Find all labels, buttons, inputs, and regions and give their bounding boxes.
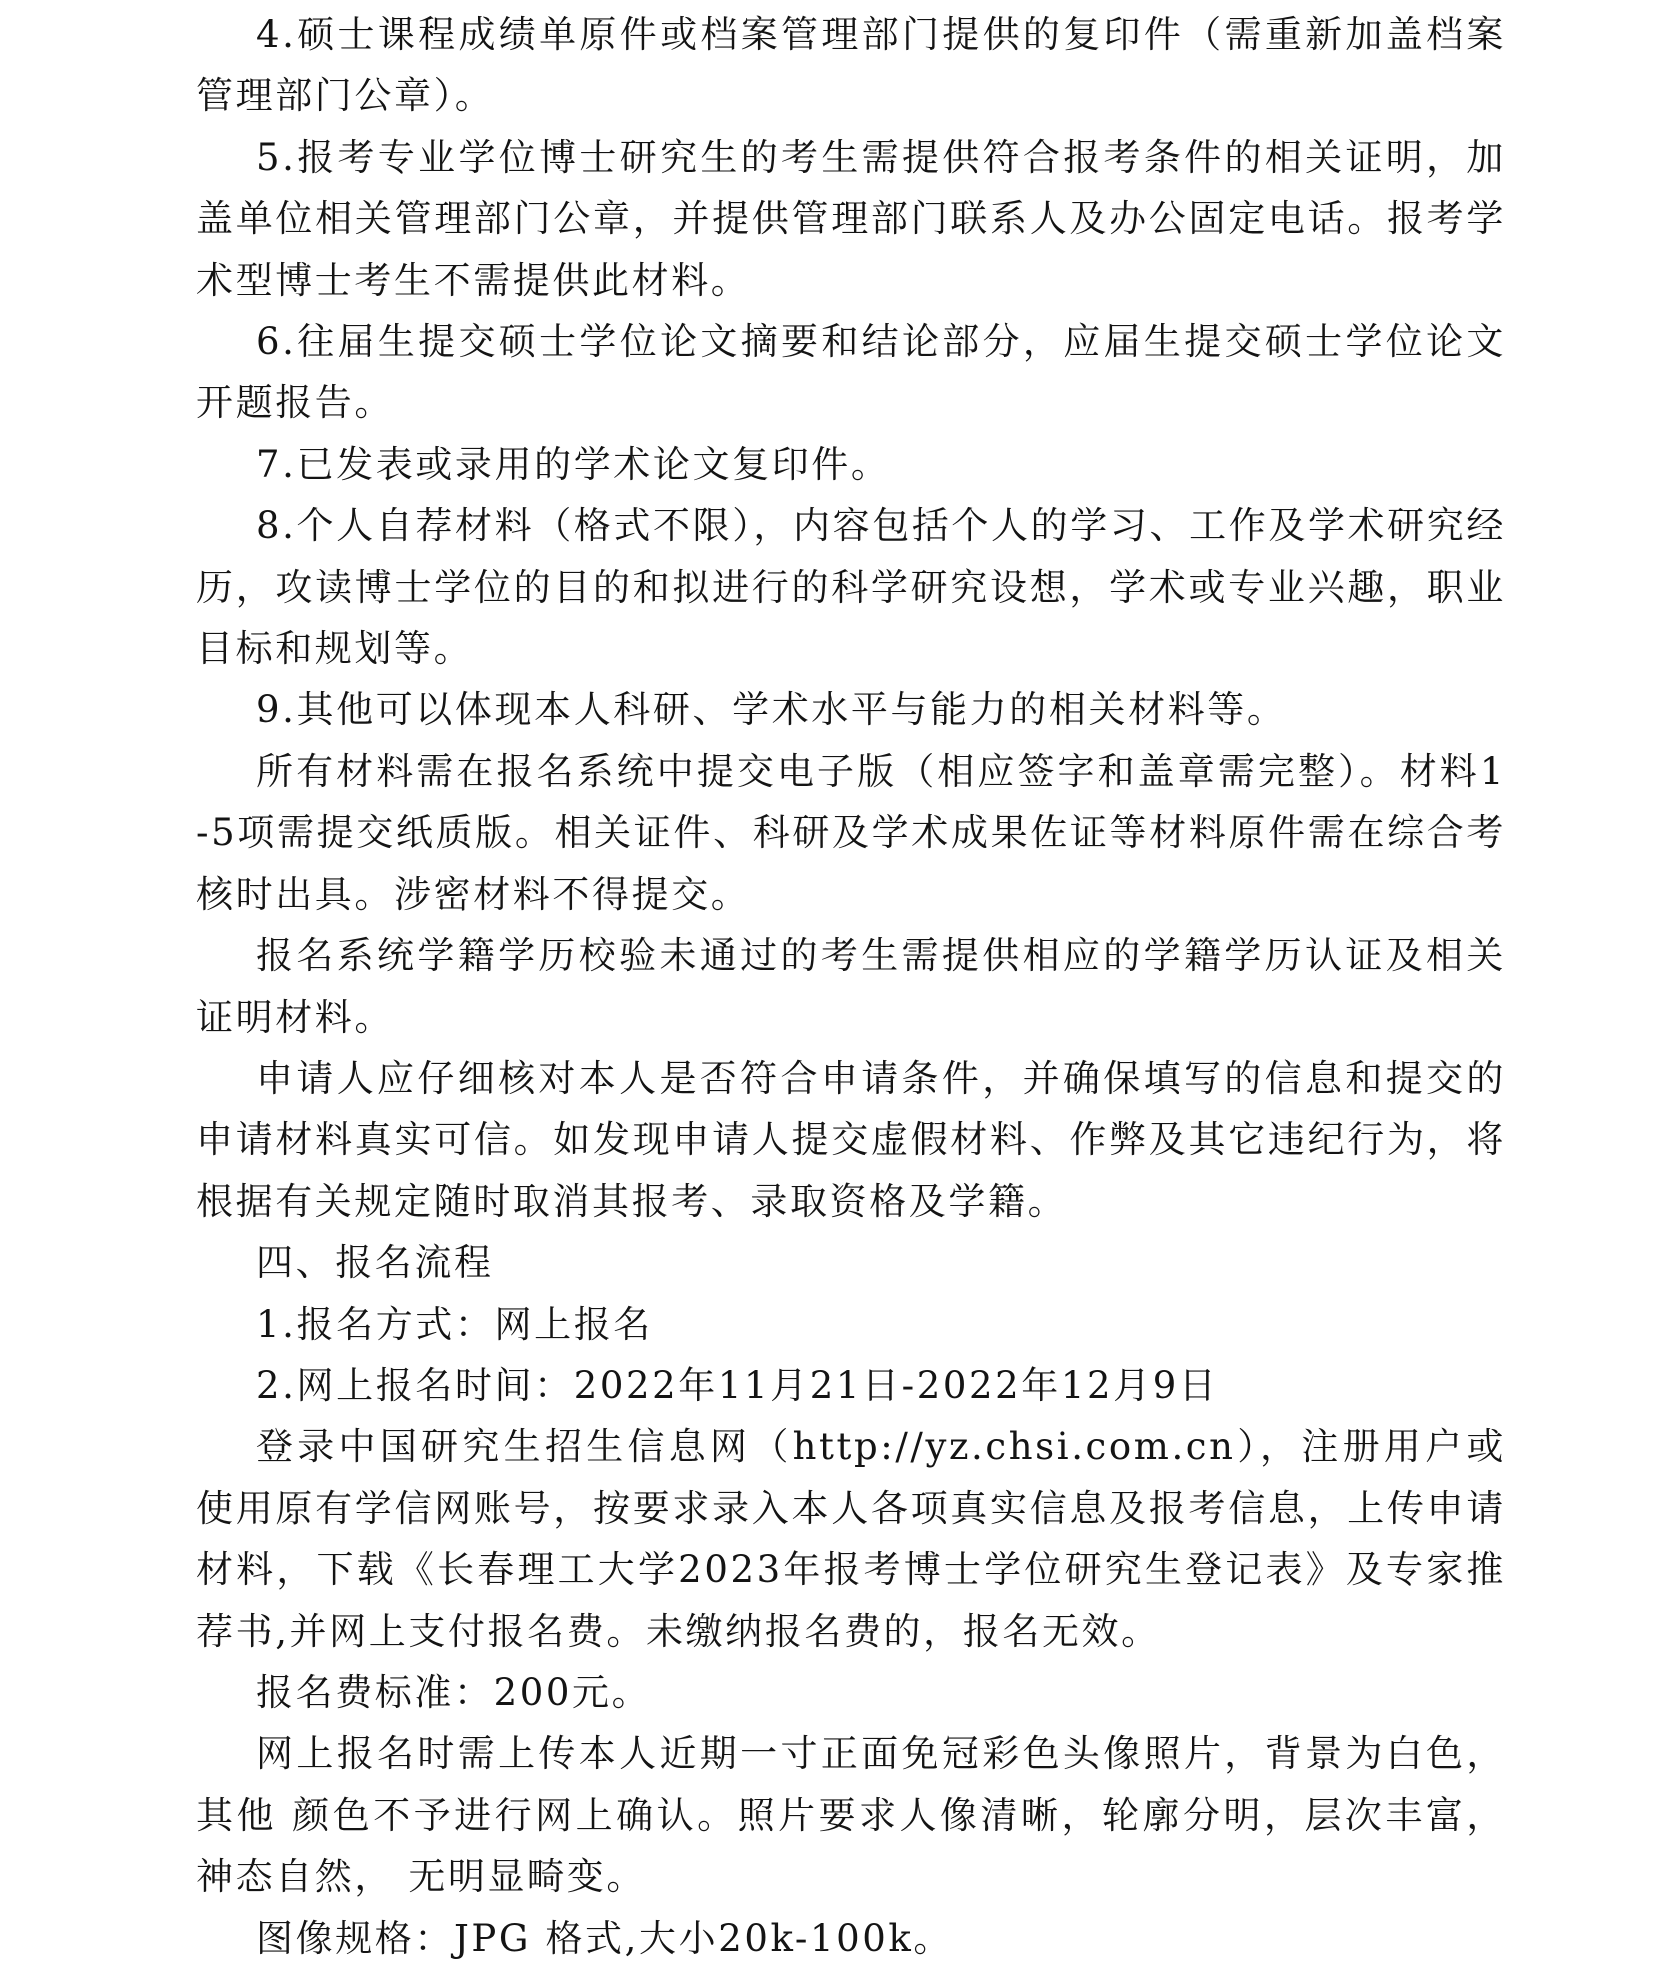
document-body <box>196 4 1506 1969</box>
paragraph-item-9-other-materials: 9.其他可以体现本人科研、学术水平与能力的相关材料等。 <box>256 688 1287 732</box>
paragraph-item-4-transcript: 4.硕士课程成绩单原件或档案管理部门提供的复印件（需重新加盖档案管理部门公章）。 <box>196 13 1506 118</box>
paragraph-verification-note: 报名系统学籍学历校验未通过的考生需提供相应的学籍学历认证及相关证明材料。 <box>196 934 1506 1039</box>
paragraph-item-8-personal-statement: 8.个人自荐材料（格式不限），内容包括个人的学习、工作及学术研究经历，攻读博士学位的目的和拟进行的科学研究设想，学术或专业兴趣，职业目标和规划等。 <box>196 504 1506 671</box>
paragraph-item-6-thesis: 6.往届生提交硕士学位论文摘要和结论部分，应届生提交硕士学位论文开题报告。 <box>196 320 1506 425</box>
paragraph-registration-fee: 报名费标准：200元。 <box>256 1670 652 1714</box>
paragraph-registration-time: 2.网上报名时间：2022年11月21日-2022年12月9日 <box>256 1363 1219 1407</box>
paragraph-photo-requirements: 网上报名时需上传本人近期一寸正面免冠彩色头像照片，背景为白色，其他 颜色不予进行网上确认。照片要求人像清晰，轮廓分明，层次丰富，神态自然， 无明显畸变。 <box>196 1732 1506 1899</box>
paragraph-online-registration-steps: 登录中国研究生招生信息网（http://yz.chsi.com.cn），注册用户或使用原有学信网账号，按要求录入本人各项真实信息及报考信息，上传申请材料，下载《长春理工大学2023年报考博士学位研究生登记表》及专家推荐书,并网上支付报名费。未缴纳报名费的，报名无效。 <box>196 1425 1506 1653</box>
paragraph-image-format: 图像规格：JPG 格式,大小20k-100k。 <box>256 1916 954 1960</box>
section-heading-registration-process: 四、报名流程 <box>256 1241 494 1285</box>
paragraph-applicant-warning: 申请人应仔细核对本人是否符合申请条件，并确保填写的信息和提交的申请材料真实可信。如发现申请人提交虚假材料、作弊及其它违纪行为，将根据有关规定随时取消其报考、录取资格及学籍。 <box>196 1056 1506 1223</box>
paragraph-item-5-professional-degree-proof: 5.报考专业学位博士研究生的考生需提供符合报考条件的相关证明，加盖单位相关管理部门公章，并提供管理部门联系人及办公固定电话。报考学术型博士考生不需提供此材料。 <box>196 135 1506 302</box>
paragraph-registration-method: 1.报名方式：网上报名 <box>256 1302 653 1346</box>
paragraph-submission-requirements: 所有材料需在报名系统中提交电子版（相应签字和盖章需完整）。材料1-5项需提交纸质版。相关证件、科研及学术成果佐证等材料原件需在综合考核时出具。涉密材料不得提交。 <box>196 749 1506 916</box>
paragraph-item-7-papers: 7.已发表或录用的学术论文复印件。 <box>256 442 891 486</box>
